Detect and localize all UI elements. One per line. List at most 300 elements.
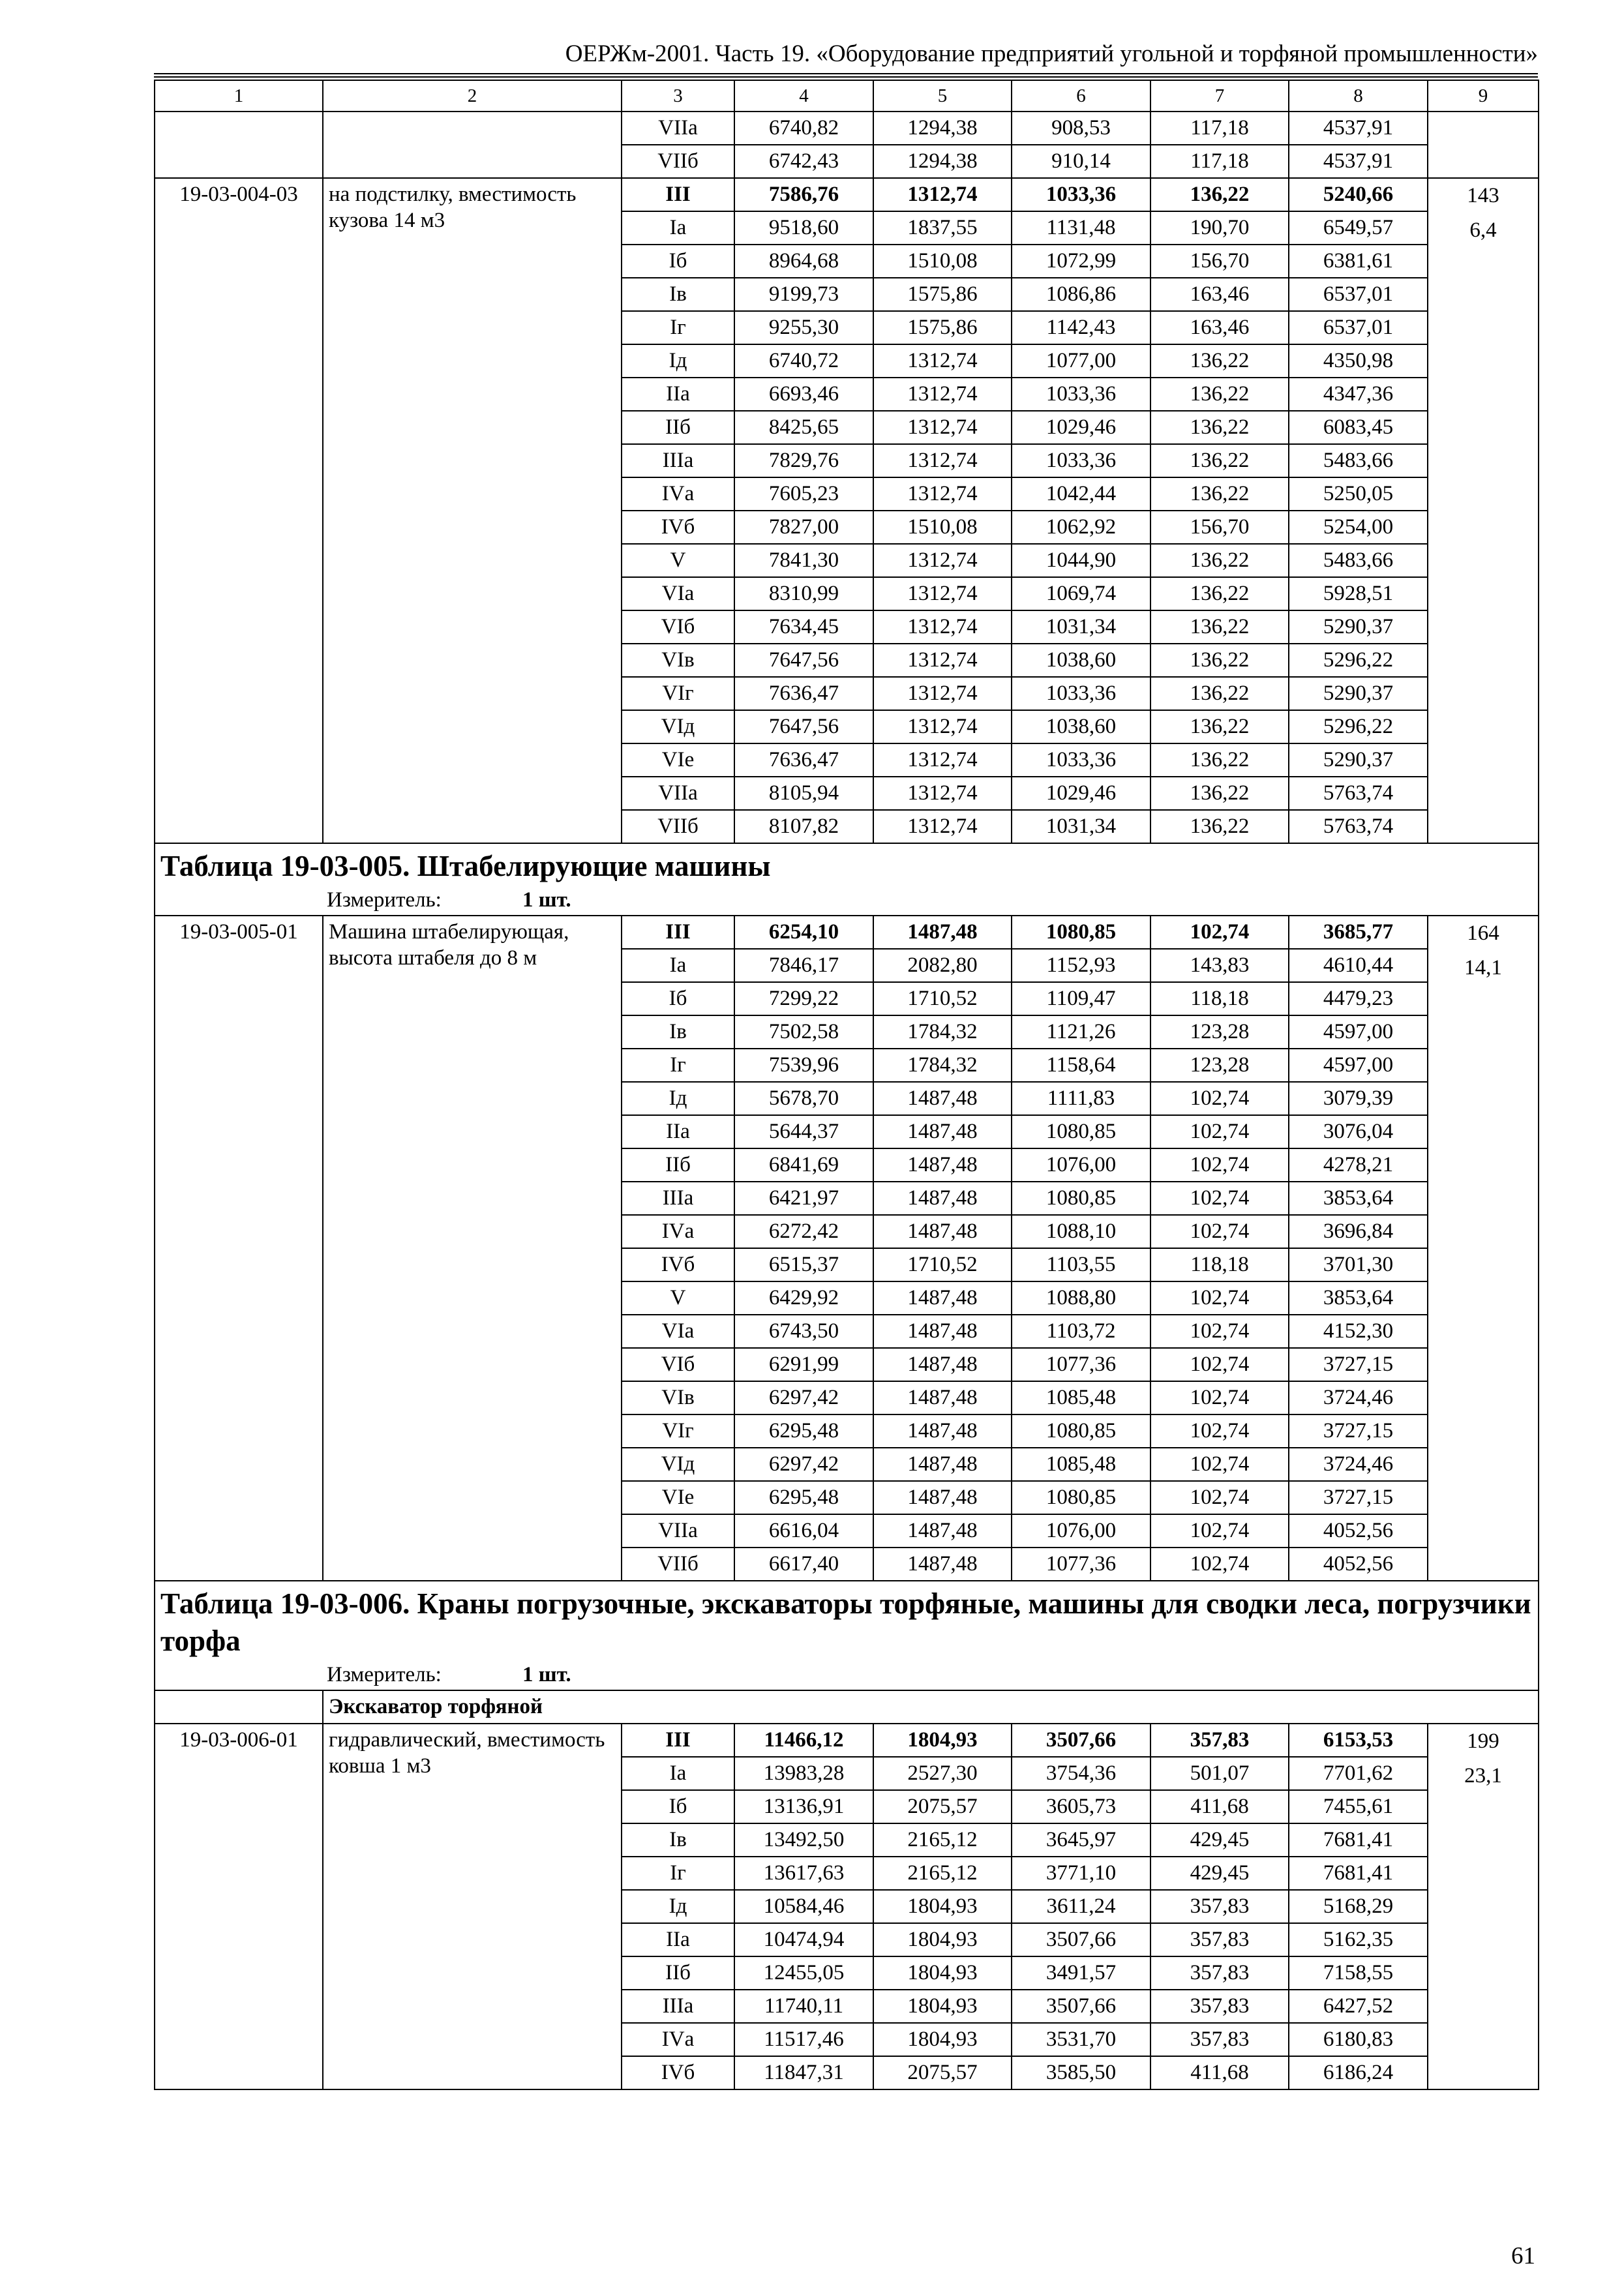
table-row bbox=[155, 916, 1539, 949]
region-cell: Iа bbox=[622, 1757, 734, 1790]
value-cell: 4537,91 bbox=[1289, 112, 1428, 145]
meter-label: Измеритель: bbox=[327, 888, 442, 912]
value-cell: 1312,74 bbox=[873, 710, 1012, 743]
page-number: 61 bbox=[1511, 2243, 1535, 2269]
meter-cell bbox=[155, 1660, 1539, 1690]
region-cell: VIа bbox=[622, 1315, 734, 1348]
value-cell: 5644,37 bbox=[734, 1115, 873, 1148]
value-cell: 1044,90 bbox=[1012, 544, 1150, 577]
column-header: 8 bbox=[1289, 80, 1428, 112]
name-cell: Машина штабелирующая, высота штабеля до 8 м bbox=[323, 916, 622, 1581]
region-cell: IVа bbox=[622, 1215, 734, 1248]
region-cell: Iв bbox=[622, 1015, 734, 1049]
value-cell: 13983,28 bbox=[734, 1757, 873, 1790]
value-cell: 12455,05 bbox=[734, 1956, 873, 1990]
value-cell: 6083,45 bbox=[1289, 411, 1428, 444]
value-cell: 5678,70 bbox=[734, 1082, 873, 1115]
value-cell: 4479,23 bbox=[1289, 982, 1428, 1015]
region-cell: V bbox=[622, 1281, 734, 1315]
value-cell: 1312,74 bbox=[873, 677, 1012, 710]
value-cell: 357,83 bbox=[1150, 1890, 1289, 1923]
value-cell: 7681,41 bbox=[1289, 1857, 1428, 1890]
value-cell: 13136,91 bbox=[734, 1790, 873, 1823]
value-cell: 136,22 bbox=[1150, 378, 1289, 411]
value-cell: 6381,61 bbox=[1289, 245, 1428, 278]
value-cell: 1312,74 bbox=[873, 178, 1012, 211]
value-cell: 7158,55 bbox=[1289, 1956, 1428, 1990]
value-cell: 3611,24 bbox=[1012, 1890, 1150, 1923]
region-cell: VIе bbox=[622, 743, 734, 777]
value-cell: 3585,50 bbox=[1012, 2056, 1150, 2089]
value-cell: 1312,74 bbox=[873, 344, 1012, 378]
value-cell: 1033,36 bbox=[1012, 677, 1150, 710]
value-cell: 102,74 bbox=[1150, 1514, 1289, 1548]
value-cell: 1085,48 bbox=[1012, 1448, 1150, 1481]
value-cell: 1804,93 bbox=[873, 2023, 1012, 2056]
value-cell: 1487,48 bbox=[873, 1082, 1012, 1115]
value-cell: 1575,86 bbox=[873, 278, 1012, 311]
region-cell: IIа bbox=[622, 1923, 734, 1956]
value-cell: 9199,73 bbox=[734, 278, 873, 311]
value-cell: 1088,10 bbox=[1012, 1215, 1150, 1248]
value-cell: 3507,66 bbox=[1012, 1923, 1150, 1956]
value-cell: 13492,50 bbox=[734, 1823, 873, 1857]
value-cell: 411,68 bbox=[1150, 2056, 1289, 2089]
region-cell: VIIб bbox=[622, 810, 734, 843]
region-cell: IIIа bbox=[622, 1182, 734, 1215]
value-cell: 1294,38 bbox=[873, 145, 1012, 178]
value-cell: 7846,17 bbox=[734, 949, 873, 982]
value-cell: 10584,46 bbox=[734, 1890, 873, 1923]
value-cell: 1804,93 bbox=[873, 1956, 1012, 1990]
value-cell: 1103,72 bbox=[1012, 1315, 1150, 1348]
value-cell: 6693,46 bbox=[734, 378, 873, 411]
region-cell: IIб bbox=[622, 1956, 734, 1990]
value-cell: 1487,48 bbox=[873, 1548, 1012, 1581]
value-cell: 102,74 bbox=[1150, 1448, 1289, 1481]
value-cell: 1077,36 bbox=[1012, 1348, 1150, 1381]
value-cell: 1804,93 bbox=[873, 1990, 1012, 2023]
table-body bbox=[155, 80, 1539, 2089]
value-cell: 1487,48 bbox=[873, 1315, 1012, 1348]
value-cell: 136,22 bbox=[1150, 178, 1289, 211]
value-cell: 1487,48 bbox=[873, 1148, 1012, 1182]
column-header: 3 bbox=[622, 80, 734, 112]
region-cell: IVб bbox=[622, 1248, 734, 1281]
region-cell: IIб bbox=[622, 1148, 734, 1182]
value-cell: 3491,57 bbox=[1012, 1956, 1150, 1990]
col9-value: 164 bbox=[1467, 921, 1499, 945]
region-cell: Iв bbox=[622, 1823, 734, 1857]
region-cell: VIв bbox=[622, 644, 734, 677]
value-cell: 8964,68 bbox=[734, 245, 873, 278]
value-cell: 7502,58 bbox=[734, 1015, 873, 1049]
region-cell: VIIа bbox=[622, 112, 734, 145]
subheading-code-cell bbox=[155, 1690, 323, 1724]
value-cell: 357,83 bbox=[1150, 1724, 1289, 1757]
value-cell: 3076,04 bbox=[1289, 1115, 1428, 1148]
value-cell: 1575,86 bbox=[873, 311, 1012, 344]
value-cell: 7827,00 bbox=[734, 511, 873, 544]
region-cell: VIIб bbox=[622, 1548, 734, 1581]
region-cell: IIа bbox=[622, 1115, 734, 1148]
value-cell: 4278,21 bbox=[1289, 1148, 1428, 1182]
value-cell: 429,45 bbox=[1150, 1823, 1289, 1857]
region-cell: IIа bbox=[622, 378, 734, 411]
region-cell: VIе bbox=[622, 1481, 734, 1514]
value-cell: 5250,05 bbox=[1289, 477, 1428, 511]
value-cell: 501,07 bbox=[1150, 1757, 1289, 1790]
code-cell: 19-03-004-03 bbox=[155, 178, 323, 843]
value-cell: 3701,30 bbox=[1289, 1248, 1428, 1281]
value-cell: 143,83 bbox=[1150, 949, 1289, 982]
price-table bbox=[154, 80, 1539, 2090]
value-cell: 5296,22 bbox=[1289, 644, 1428, 677]
col9-value: 6,4 bbox=[1469, 218, 1497, 242]
value-cell: 136,22 bbox=[1150, 777, 1289, 810]
value-cell: 1080,85 bbox=[1012, 1115, 1150, 1148]
value-cell: 1487,48 bbox=[873, 916, 1012, 949]
value-cell: 136,22 bbox=[1150, 477, 1289, 511]
value-cell: 4610,44 bbox=[1289, 949, 1428, 982]
section-title-row bbox=[155, 1581, 1539, 1660]
value-cell: 102,74 bbox=[1150, 1381, 1289, 1414]
region-cell: IVб bbox=[622, 511, 734, 544]
value-cell: 1487,48 bbox=[873, 1448, 1012, 1481]
table-row bbox=[155, 1724, 1539, 1757]
value-cell: 6254,10 bbox=[734, 916, 873, 949]
region-cell: III bbox=[622, 916, 734, 949]
value-cell: 13617,63 bbox=[734, 1857, 873, 1890]
region-cell: VIв bbox=[622, 1381, 734, 1414]
value-cell: 6297,42 bbox=[734, 1448, 873, 1481]
value-cell: 4597,00 bbox=[1289, 1015, 1428, 1049]
region-cell: IVа bbox=[622, 477, 734, 511]
subheading: Экскаватор торфяной bbox=[323, 1690, 1539, 1724]
value-cell: 1152,93 bbox=[1012, 949, 1150, 982]
value-cell: 6153,53 bbox=[1289, 1724, 1428, 1757]
value-cell: 1158,64 bbox=[1012, 1049, 1150, 1082]
value-cell: 3754,36 bbox=[1012, 1757, 1150, 1790]
value-cell: 7636,47 bbox=[734, 677, 873, 710]
region-cell: Iд bbox=[622, 1082, 734, 1115]
value-cell: 136,22 bbox=[1150, 710, 1289, 743]
value-cell: 2527,30 bbox=[873, 1757, 1012, 1790]
column-header: 1 bbox=[155, 80, 323, 112]
region-cell: VIа bbox=[622, 577, 734, 610]
value-cell: 1312,74 bbox=[873, 610, 1012, 644]
region-cell: VIIб bbox=[622, 145, 734, 178]
region-cell: VIб bbox=[622, 1348, 734, 1381]
region-cell: VIIа bbox=[622, 1514, 734, 1548]
value-cell: 7634,45 bbox=[734, 610, 873, 644]
region-cell: Iб bbox=[622, 245, 734, 278]
value-cell: 6429,92 bbox=[734, 1281, 873, 1315]
value-cell: 3531,70 bbox=[1012, 2023, 1150, 2056]
value-cell: 7681,41 bbox=[1289, 1823, 1428, 1857]
region-cell: V bbox=[622, 544, 734, 577]
value-cell: 123,28 bbox=[1150, 1015, 1289, 1049]
value-cell: 8107,82 bbox=[734, 810, 873, 843]
name-cell bbox=[323, 112, 622, 178]
value-cell: 3853,64 bbox=[1289, 1281, 1428, 1315]
region-cell: IIIа bbox=[622, 444, 734, 477]
code-cell: 19-03-006-01 bbox=[155, 1724, 323, 2089]
value-cell: 7841,30 bbox=[734, 544, 873, 577]
value-cell: 7647,56 bbox=[734, 710, 873, 743]
value-cell: 4350,98 bbox=[1289, 344, 1428, 378]
value-cell: 1031,34 bbox=[1012, 610, 1150, 644]
value-cell: 6617,40 bbox=[734, 1548, 873, 1581]
region-cell: VIб bbox=[622, 610, 734, 644]
value-cell: 3696,84 bbox=[1289, 1215, 1428, 1248]
value-cell: 1031,34 bbox=[1012, 810, 1150, 843]
region-cell: Iа bbox=[622, 949, 734, 982]
section-title: Таблица 19-03-005. Штабелирующие машины bbox=[155, 843, 1539, 885]
value-cell: 5296,22 bbox=[1289, 710, 1428, 743]
value-cell: 5928,51 bbox=[1289, 577, 1428, 610]
value-cell: 1103,55 bbox=[1012, 1248, 1150, 1281]
value-cell: 1121,26 bbox=[1012, 1015, 1150, 1049]
value-cell: 5290,37 bbox=[1289, 743, 1428, 777]
value-cell: 1072,99 bbox=[1012, 245, 1150, 278]
col9-cell bbox=[1428, 112, 1539, 178]
value-cell: 1312,74 bbox=[873, 477, 1012, 511]
col9-value: 14,1 bbox=[1464, 956, 1502, 980]
value-cell: 1487,48 bbox=[873, 1481, 1012, 1514]
meter-row bbox=[155, 1660, 1539, 1690]
meter-cell bbox=[155, 885, 1539, 916]
value-cell: 1784,32 bbox=[873, 1015, 1012, 1049]
col9-cell bbox=[1428, 1724, 1539, 2089]
value-cell: 1069,74 bbox=[1012, 577, 1150, 610]
page-header: ОЕРЖм-2001. Часть 19. «Оборудование предприятий угольной и торфяной промышленности» bbox=[154, 39, 1538, 74]
value-cell: 102,74 bbox=[1150, 1082, 1289, 1115]
value-cell: 6515,37 bbox=[734, 1248, 873, 1281]
value-cell: 7299,22 bbox=[734, 982, 873, 1015]
value-cell: 1085,48 bbox=[1012, 1381, 1150, 1414]
col9-value: 143 bbox=[1467, 184, 1499, 207]
value-cell: 357,83 bbox=[1150, 1956, 1289, 1990]
value-cell: 5290,37 bbox=[1289, 610, 1428, 644]
value-cell: 11517,46 bbox=[734, 2023, 873, 2056]
value-cell: 5162,35 bbox=[1289, 1923, 1428, 1956]
value-cell: 136,22 bbox=[1150, 644, 1289, 677]
value-cell: 1710,52 bbox=[873, 982, 1012, 1015]
value-cell: 1312,74 bbox=[873, 810, 1012, 843]
value-cell: 4052,56 bbox=[1289, 1514, 1428, 1548]
value-cell: 1487,48 bbox=[873, 1414, 1012, 1448]
value-cell: 9255,30 bbox=[734, 311, 873, 344]
value-cell: 7455,61 bbox=[1289, 1790, 1428, 1823]
value-cell: 1312,74 bbox=[873, 444, 1012, 477]
region-cell: Iа bbox=[622, 211, 734, 245]
value-cell: 4347,36 bbox=[1289, 378, 1428, 411]
value-cell: 8310,99 bbox=[734, 577, 873, 610]
value-cell: 2075,57 bbox=[873, 1790, 1012, 1823]
value-cell: 6740,72 bbox=[734, 344, 873, 378]
value-cell: 1837,55 bbox=[873, 211, 1012, 245]
value-cell: 1080,85 bbox=[1012, 1182, 1150, 1215]
value-cell: 163,46 bbox=[1150, 311, 1289, 344]
value-cell: 11740,11 bbox=[734, 1990, 873, 2023]
value-cell: 6537,01 bbox=[1289, 278, 1428, 311]
region-cell: III bbox=[622, 178, 734, 211]
col9-cell bbox=[1428, 916, 1539, 1581]
value-cell: 102,74 bbox=[1150, 1481, 1289, 1514]
value-cell: 136,22 bbox=[1150, 810, 1289, 843]
region-cell: Iв bbox=[622, 278, 734, 311]
column-header: 9 bbox=[1428, 80, 1539, 112]
value-cell: 1312,74 bbox=[873, 577, 1012, 610]
value-cell: 1312,74 bbox=[873, 743, 1012, 777]
value-cell: 910,14 bbox=[1012, 145, 1150, 178]
value-cell: 357,83 bbox=[1150, 2023, 1289, 2056]
value-cell: 1804,93 bbox=[873, 1724, 1012, 1757]
value-cell: 1033,36 bbox=[1012, 444, 1150, 477]
value-cell: 102,74 bbox=[1150, 1182, 1289, 1215]
value-cell: 3079,39 bbox=[1289, 1082, 1428, 1115]
value-cell: 102,74 bbox=[1150, 1148, 1289, 1182]
column-header: 4 bbox=[734, 80, 873, 112]
region-cell: VIд bbox=[622, 1448, 734, 1481]
value-cell: 6272,42 bbox=[734, 1215, 873, 1248]
value-cell: 411,68 bbox=[1150, 1790, 1289, 1823]
value-cell: 1487,48 bbox=[873, 1348, 1012, 1381]
value-cell: 908,53 bbox=[1012, 112, 1150, 145]
code-cell: 19-03-005-01 bbox=[155, 916, 323, 1581]
value-cell: 136,22 bbox=[1150, 610, 1289, 644]
value-cell: 5483,66 bbox=[1289, 444, 1428, 477]
value-cell: 8425,65 bbox=[734, 411, 873, 444]
value-cell: 5254,00 bbox=[1289, 511, 1428, 544]
region-cell: Iб bbox=[622, 982, 734, 1015]
value-cell: 6295,48 bbox=[734, 1414, 873, 1448]
value-cell: 3507,66 bbox=[1012, 1990, 1150, 2023]
region-cell: Iг bbox=[622, 311, 734, 344]
value-cell: 1086,86 bbox=[1012, 278, 1150, 311]
value-cell: 1042,44 bbox=[1012, 477, 1150, 511]
value-cell: 1804,93 bbox=[873, 1890, 1012, 1923]
value-cell: 5763,74 bbox=[1289, 777, 1428, 810]
value-cell: 429,45 bbox=[1150, 1857, 1289, 1890]
value-cell: 6743,50 bbox=[734, 1315, 873, 1348]
value-cell: 7539,96 bbox=[734, 1049, 873, 1082]
value-cell: 136,22 bbox=[1150, 411, 1289, 444]
section-title-row bbox=[155, 843, 1539, 885]
value-cell: 3507,66 bbox=[1012, 1724, 1150, 1757]
value-cell: 4052,56 bbox=[1289, 1548, 1428, 1581]
value-cell: 102,74 bbox=[1150, 1215, 1289, 1248]
value-cell: 6186,24 bbox=[1289, 2056, 1428, 2089]
value-cell: 117,18 bbox=[1150, 112, 1289, 145]
value-cell: 1088,80 bbox=[1012, 1281, 1150, 1315]
region-cell: Iг bbox=[622, 1049, 734, 1082]
value-cell: 1080,85 bbox=[1012, 1481, 1150, 1514]
value-cell: 1076,00 bbox=[1012, 1514, 1150, 1548]
value-cell: 7605,23 bbox=[734, 477, 873, 511]
value-cell: 5168,29 bbox=[1289, 1890, 1428, 1923]
region-cell: Iб bbox=[622, 1790, 734, 1823]
value-cell: 6291,99 bbox=[734, 1348, 873, 1381]
meter-label: Измеритель: bbox=[327, 1663, 442, 1686]
value-cell: 102,74 bbox=[1150, 1348, 1289, 1381]
column-header-row bbox=[155, 80, 1539, 112]
value-cell: 5240,66 bbox=[1289, 178, 1428, 211]
value-cell: 1038,60 bbox=[1012, 644, 1150, 677]
value-cell: 5763,74 bbox=[1289, 810, 1428, 843]
col9-value: 23,1 bbox=[1464, 1764, 1502, 1788]
value-cell: 102,74 bbox=[1150, 916, 1289, 949]
value-cell: 1077,36 bbox=[1012, 1548, 1150, 1581]
col9-value: 199 bbox=[1467, 1729, 1499, 1753]
value-cell: 3645,97 bbox=[1012, 1823, 1150, 1857]
value-cell: 1312,74 bbox=[873, 644, 1012, 677]
value-cell: 118,18 bbox=[1150, 982, 1289, 1015]
value-cell: 1080,85 bbox=[1012, 1414, 1150, 1448]
value-cell: 1109,47 bbox=[1012, 982, 1150, 1015]
value-cell: 1062,92 bbox=[1012, 511, 1150, 544]
value-cell: 1312,74 bbox=[873, 378, 1012, 411]
value-cell: 4597,00 bbox=[1289, 1049, 1428, 1082]
value-cell: 7829,76 bbox=[734, 444, 873, 477]
value-cell: 7647,56 bbox=[734, 644, 873, 677]
value-cell: 102,74 bbox=[1150, 1315, 1289, 1348]
value-cell: 1710,52 bbox=[873, 1248, 1012, 1281]
table-row bbox=[155, 112, 1539, 145]
value-cell: 3605,73 bbox=[1012, 1790, 1150, 1823]
value-cell: 1142,43 bbox=[1012, 311, 1150, 344]
value-cell: 6295,48 bbox=[734, 1481, 873, 1514]
value-cell: 1487,48 bbox=[873, 1182, 1012, 1215]
name-cell: гидравлический, вместимость ковша 1 м3 bbox=[323, 1724, 622, 2089]
value-cell: 9518,60 bbox=[734, 211, 873, 245]
value-cell: 2075,57 bbox=[873, 2056, 1012, 2089]
value-cell: 7636,47 bbox=[734, 743, 873, 777]
column-header: 5 bbox=[873, 80, 1012, 112]
meter-unit: 1 шт. bbox=[522, 1663, 571, 1686]
value-cell: 1487,48 bbox=[873, 1215, 1012, 1248]
column-header: 2 bbox=[323, 80, 622, 112]
value-cell: 8105,94 bbox=[734, 777, 873, 810]
region-cell: IVа bbox=[622, 2023, 734, 2056]
region-cell: VIIа bbox=[622, 777, 734, 810]
value-cell: 7701,62 bbox=[1289, 1757, 1428, 1790]
value-cell: 163,46 bbox=[1150, 278, 1289, 311]
region-cell: Iд bbox=[622, 344, 734, 378]
value-cell: 136,22 bbox=[1150, 577, 1289, 610]
region-cell: IIIа bbox=[622, 1990, 734, 2023]
region-cell: IVб bbox=[622, 2056, 734, 2089]
region-cell: III bbox=[622, 1724, 734, 1757]
value-cell: 6537,01 bbox=[1289, 311, 1428, 344]
value-cell: 102,74 bbox=[1150, 1414, 1289, 1448]
column-header: 6 bbox=[1012, 80, 1150, 112]
value-cell: 6841,69 bbox=[734, 1148, 873, 1182]
value-cell: 1294,38 bbox=[873, 112, 1012, 145]
value-cell: 6616,04 bbox=[734, 1514, 873, 1548]
region-cell: VIг bbox=[622, 677, 734, 710]
value-cell: 136,22 bbox=[1150, 544, 1289, 577]
value-cell: 1033,36 bbox=[1012, 743, 1150, 777]
value-cell: 102,74 bbox=[1150, 1548, 1289, 1581]
value-cell: 3727,15 bbox=[1289, 1348, 1428, 1381]
value-cell: 11847,31 bbox=[734, 2056, 873, 2089]
value-cell: 1784,32 bbox=[873, 1049, 1012, 1082]
value-cell: 1804,93 bbox=[873, 1923, 1012, 1956]
value-cell: 1487,48 bbox=[873, 1381, 1012, 1414]
value-cell: 102,74 bbox=[1150, 1115, 1289, 1148]
